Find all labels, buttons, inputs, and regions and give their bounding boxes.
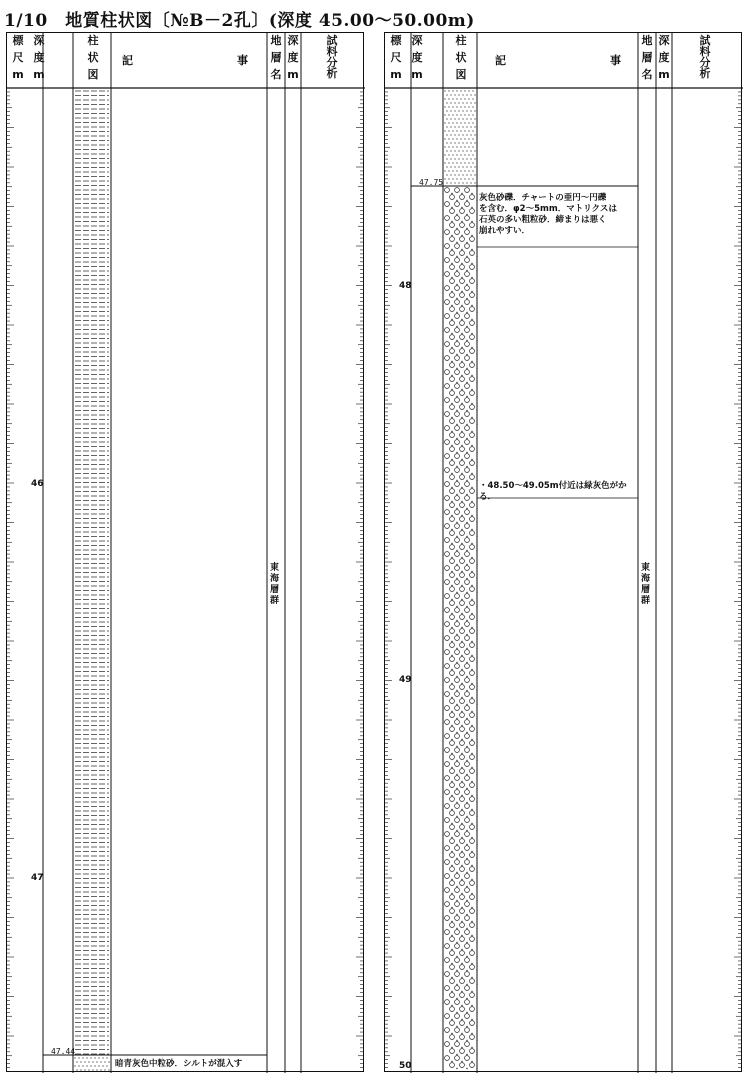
- header-depth2: 深 度 m: [658, 34, 670, 81]
- right-log-panel: [384, 32, 742, 1072]
- boundary-depth-label: 47.44: [51, 1047, 76, 1056]
- header-depth2: 深 度 m: [287, 34, 299, 81]
- boundary-depth-label: 47.75: [419, 178, 444, 187]
- formation-label: 東海層群: [270, 563, 280, 606]
- header-scale: 標 尺 m: [12, 34, 24, 81]
- sand-pattern: [74, 1057, 109, 1070]
- scale-label-50: 50: [399, 1061, 412, 1071]
- header-scale: 標 尺 m: [390, 34, 402, 81]
- header-column: 柱 状 図: [455, 34, 467, 81]
- header-desc-right: 事: [237, 54, 248, 67]
- color-note: ・48.50～49.05m付近は緑灰色がか る．: [479, 481, 627, 502]
- header-analysis: 試 料 分 析: [699, 34, 711, 80]
- scale-label-48: 48: [399, 281, 412, 291]
- header-desc-left: 記: [495, 54, 506, 67]
- silt-pattern: [75, 91, 109, 1054]
- scale-label-49: 49: [399, 675, 412, 685]
- header-analysis: 試 料 分 析: [326, 34, 338, 80]
- header-column: 柱 状 図: [87, 34, 99, 81]
- header-depth: 深 度 m: [33, 34, 45, 81]
- header-formation: 地 層 名: [270, 34, 282, 81]
- scale-label-46: 46: [31, 479, 44, 489]
- header-desc-right: 事: [610, 54, 621, 67]
- sand-pattern: [444, 90, 475, 183]
- header-formation: 地 層 名: [641, 34, 653, 81]
- formation-label: 東海層群: [641, 563, 651, 606]
- scale-label-47: 47: [31, 873, 44, 883]
- page-title: 1/10 地質柱状図〔№B－2孔〕(深度 45.00〜50.00m): [4, 11, 475, 31]
- left-log-grid: [7, 33, 365, 1073]
- gravel-description: 灰色砂礫．チャートの亜円～円礫 を含む．φ2～5mm．マトリクスは 石英の多い粗粒砂．締まりは悪く 崩れやすい．: [479, 193, 617, 236]
- bottom-description: 暗青灰色中粒砂．シルトが混入す: [115, 1059, 243, 1069]
- header-desc-left: 記: [122, 54, 133, 67]
- right-log-grid: [385, 33, 743, 1073]
- left-log-panel: [6, 32, 364, 1072]
- header-depth: 深 度 m: [411, 34, 423, 81]
- gravel-pattern: [445, 188, 478, 1070]
